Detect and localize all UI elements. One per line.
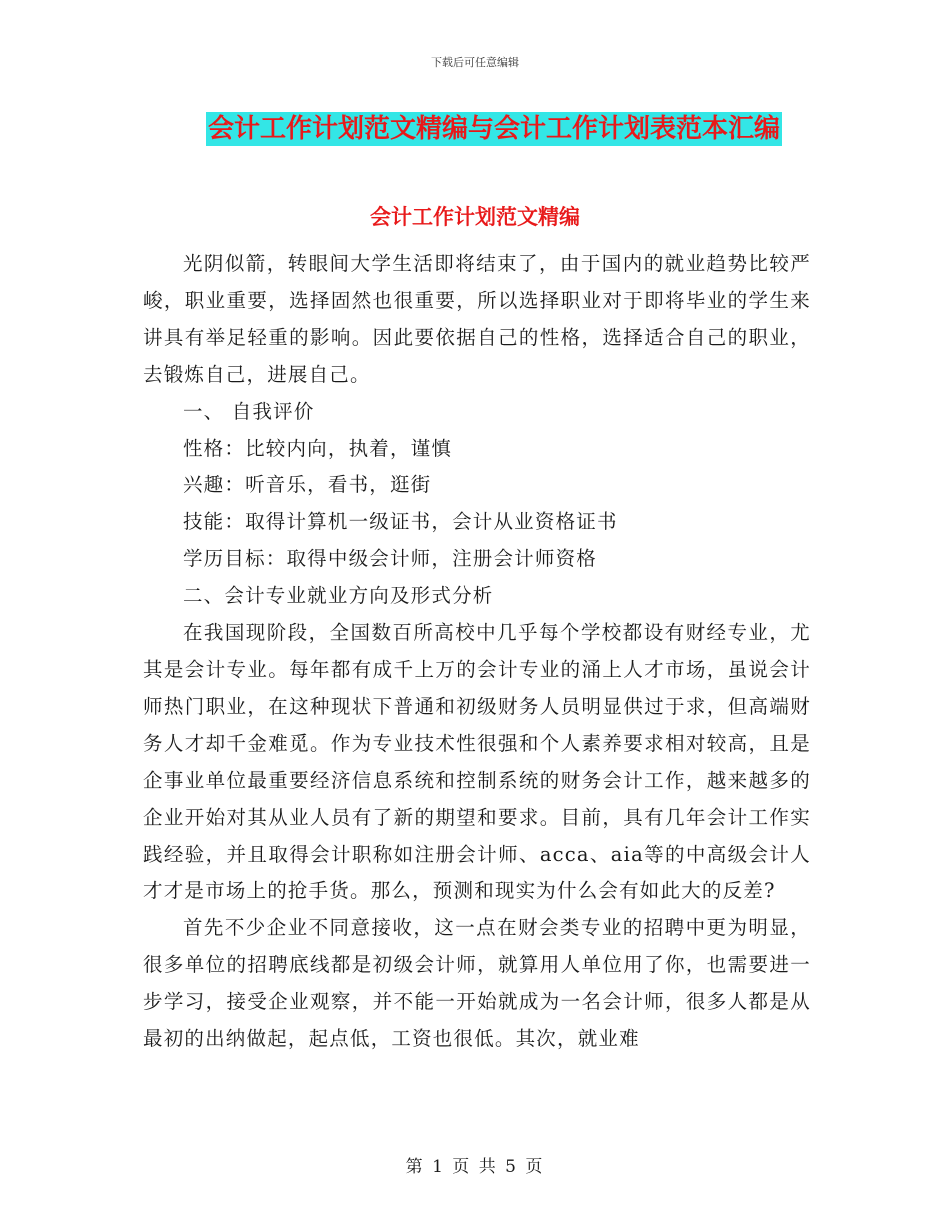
header-note: 下载后可任意编辑 — [431, 56, 519, 69]
section-title: 会计工作计划范文精编 — [370, 205, 580, 229]
body-text — [143, 246, 811, 1058]
heading-employment-analysis: 二、会计专业就业方向及形式分析 — [182, 584, 494, 608]
heading-self-evaluation: 一、 自我评价 — [182, 399, 315, 423]
paragraph-market-analysis: 在我国现阶段，全国数百所高校中几乎每个学校都设有财经专业，尤其是会计专业。每年都有成千上万的会计专业的涌上人才市场，虽说会计师热门职业，在这种现状下普通和初级财务人员明显供过于求，但高端财务人才却千金难觅。作为专业技术性很强和个人素养要求相对较高，且是企事业单位最重要经济信息系统和控制系统的财务会计工作，越来越多的企业开始对其从业人员有了新的期望和要求。目前，具有几年会计工作实践经验，并且取得会计职称如注册会计师、acca、aia等的中高级会计人才才是市场上的抢手货。那么，预测和现实为什么会有如此大的反差? — [143, 621, 811, 903]
paragraph-reasons: 首先不少企业不同意接收，这一点在财会类专业的招聘中更为明显，很多单位的招聘底线都是初级会计师，就算用人单位用了你，也需要进一步学习，接受企业观察，并不能一开始就成为一名会计师，很多人都是从最初的出纳做起，起点低，工资也很低。其次，就业难 — [143, 916, 811, 1051]
page-footer: 第 1 页 共 5 页 — [405, 1157, 545, 1177]
paragraph-interests: 兴趣：听音乐，看书，逛街 — [182, 473, 432, 497]
document-title: 会计工作计划范文精编与会计工作计划表范本汇编 — [208, 114, 781, 144]
paragraph-education-goal: 学历目标：取得中级会计师，注册会计师资格 — [182, 547, 597, 571]
paragraph-skills: 技能：取得计算机一级证书，会计从业资格证书 — [182, 510, 618, 534]
paragraph-personality: 性格：比较内向，执着，谨慎 — [182, 436, 453, 460]
paragraph-intro: 光阴似箭，转眼间大学生活即将结束了，由于国内的就业趋势比较严峻，职业重要，选择固然也很重要，所以选择职业对于即将毕业的学生来讲具有举足轻重的影响。因此要依据自己的性格，选择适合自己的职业，去锻炼自己，进展自己。 — [143, 252, 811, 386]
